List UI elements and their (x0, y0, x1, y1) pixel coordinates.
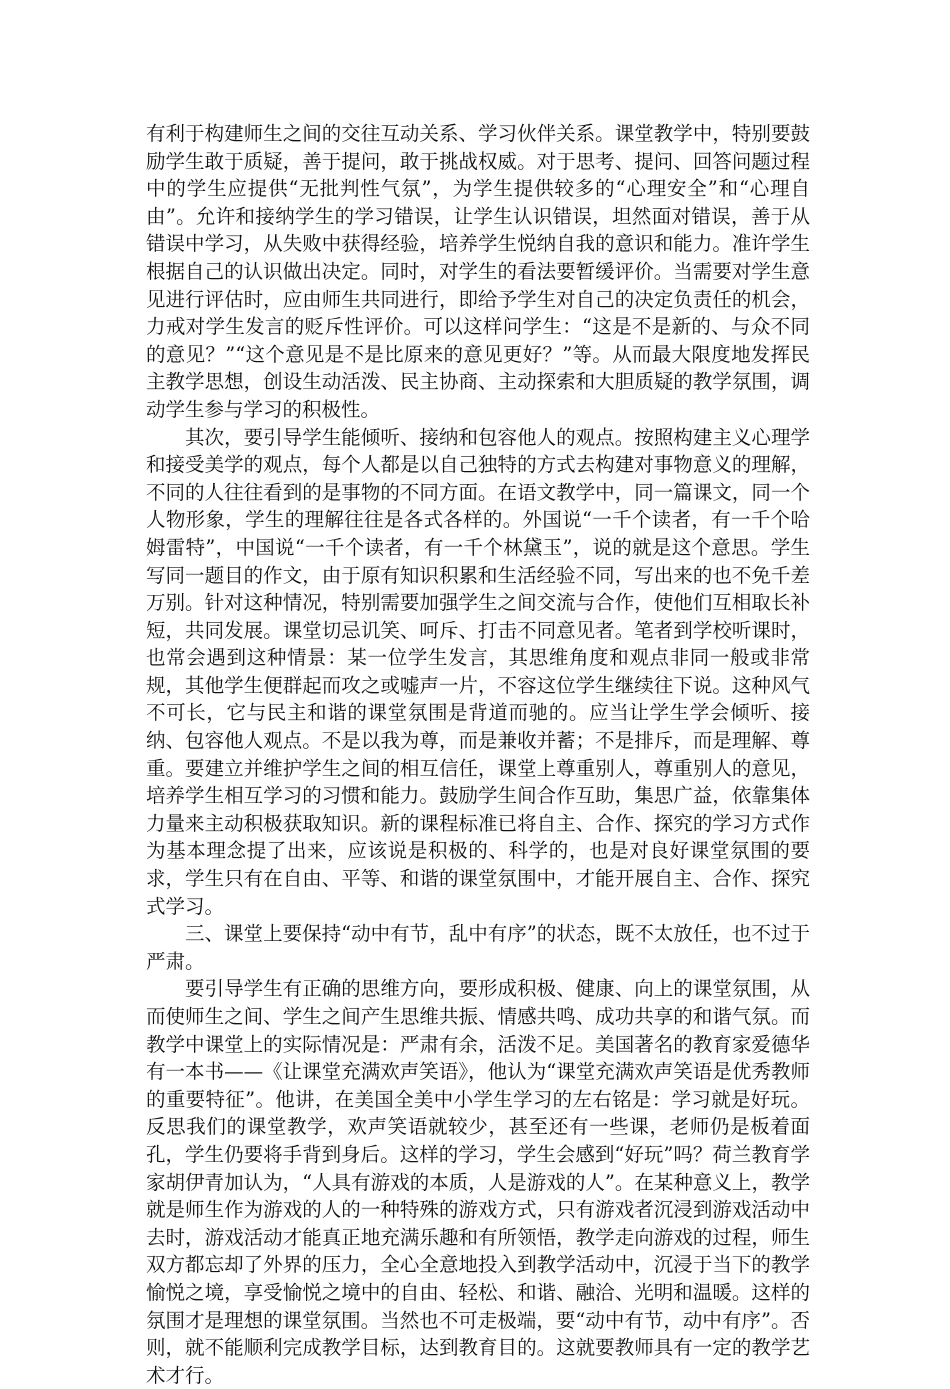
body-paragraph-2: 其次，要引导学生能倾听、接纳和包容他人的观点。按照构建主义心理学和接受美学的观点，每个人都是以自己独特的方式去构建对事物意义的理解，不同的人往往看到的是事物的不同方面。在语文教学中，同一篇课文，同一个人物形象，学生的理解往往是各式各样的。外国说“一千个读者，有一千个哈姆雷特”，中国说“一千个读者，有一千个林黛玉”，说的就是这个意思。学生写同一题目的作文，由于原有知识积累和生活经验不同，写出来的也不免千差万别。针对这种情况，特别需要加强学生之间交流与合作，使他们互相取长补短，共同发展。课堂切忌讥笑、呵斥、打击不同意见者。笔者到学校听课时，也常会遇到这种情景：某一位学生发言，其思维角度和观点非同一般或非常规，其他学生便群起而攻之或嘘声一片，不容这位学生继续往下说。这种风气不可长，它与民主和谐的课堂氛围是背道而驰的。应当让学生学会倾听、接纳、包容他人观点。不是以我为尊，而是兼收并蓄；不是排斥，而是理解、尊重。要建立并维护学生之间的相互信任，课堂上尊重别人，尊重别人的意见，培养学生相互学习的习惯和能力。鼓励学生间合作互助，集思广益，依靠集体力量来主动积极获取知识。新的课程标准已将自主、合作、探究的学习方式作为基本理念提了出来，应该说是积极的、科学的，也是对良好课堂氛围的要求，学生只有在自由、平等、和谐的课堂氛围中，才能开展自主、合作、探究式学习。 (146, 425, 810, 918)
body-paragraph-4: 要引导学生有正确的思维方向，要形成积极、健康、向上的课堂氛围，从而使师生之间、学生之间产生思维共振、情感共鸣、成功共享的和谐气氛。而教学中课堂上的实际情况是：严肃有余，活泼不足。美国著名的教育家爱德华有一本书——《让课堂充满欢声笑语》，他认为“课堂充满欢声笑语是优秀教师的重要特征”。他讲，在美国全美中小学生学习的左右铭是：学习就是好玩。反思我们的课堂教学，欢声笑语就较少，甚至还有一些课，老师仍是板着面孔，学生仍要将手背到身后。这样的学习，学生会感到“好玩”吗？荷兰教育学家胡伊青加认为，“人具有游戏的本质，人是游戏的人”。在某种意义上，教学就是师生作为游戏的人的一种特殊的游戏方式，只有游戏者沉浸到游戏活动中去时，游戏活动才能真正地充满乐趣和有所领悟，教学走向游戏的过程，师生双方都忘却了外界的压力，全心全意地投入到教学活动中，沉浸于当下的教学愉悦之境，享受愉悦之境中的自由、轻松、和谐、融洽、光明和温暖。这样的氛围才是理想的课堂氛围。当然也不可走极端，要“动中有节，动中有序”。否则，就不能顺利完成教学目标，达到教育目的。这就要教师具有一定的教学艺术才行。 (146, 977, 810, 1387)
section-heading-3: 三、课堂上要保持“动中有节，乱中有序”的状态，既不太放任，也不过于严肃。 (146, 922, 810, 973)
body-paragraph-1: 有利于构建师生之间的交往互动关系、学习伙伴关系。课堂教学中，特别要鼓励学生敢于质疑，善于提问，敢于挑战权威。对于思考、提问、回答问题过程中的学生应提供“无批判性气氛”，为学生提供较多的“心理安全”和“心理自由”。允许和接纳学生的学习错误，让学生认识错误，坦然面对错误，善于从错误中学习，从失败中获得经验，培养学生悦纳自我的意识和能力。准许学生根据自己的认识做出决定。同时，对学生的看法要暂缓评价。当需要对学生意见进行评估时，应由师生共同进行，即给予学生对自己的决定负责任的机会，力戒对学生发言的贬斥性评价。可以这样问学生：“这是不是新的、与众不同的意见？”“这个意见是不是比原来的意见更好？”等。从而最大限度地发挥民主教学思想，创设生动活泼、民主协商、主动探索和大胆质疑的教学氛围，调动学生参与学习的积极性。 (146, 122, 810, 421)
document-page (146, 120, 810, 1389)
